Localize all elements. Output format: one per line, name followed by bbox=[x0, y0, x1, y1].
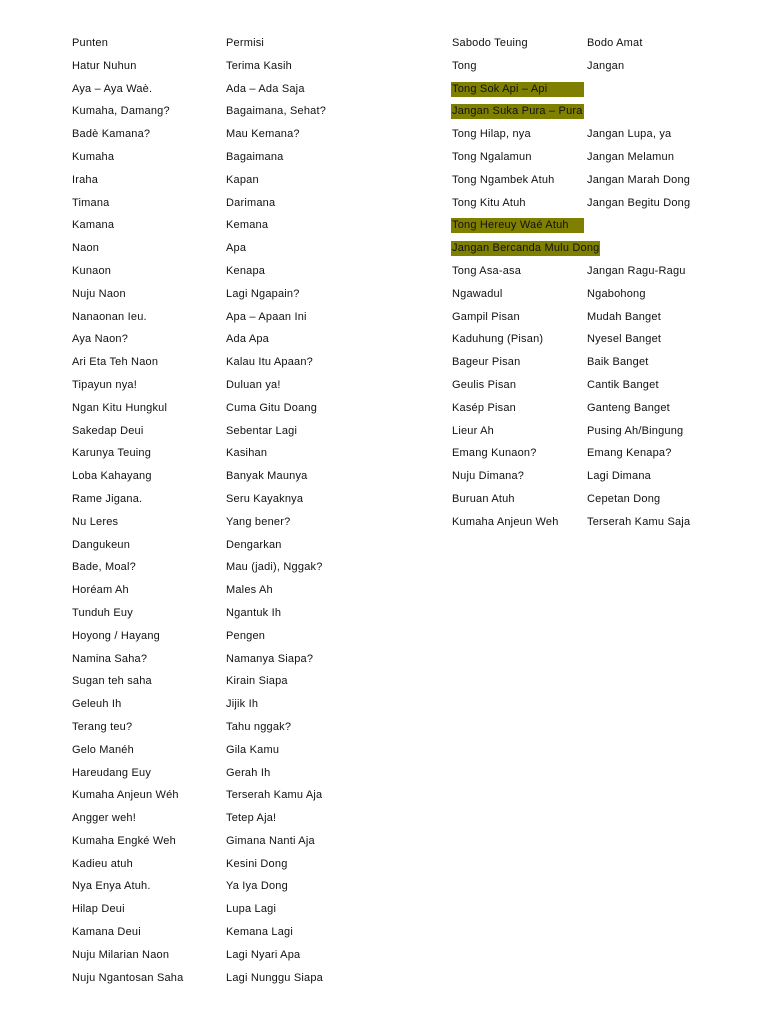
list-item: Kumaha Anjeun Weh bbox=[452, 515, 559, 528]
list-item: Kaduhung (Pisan) bbox=[452, 333, 544, 346]
list-item: Tong Asa-asa bbox=[452, 264, 522, 277]
list-item: Tetep Aja! bbox=[226, 812, 277, 825]
list-item: Tong Hilap, nya bbox=[452, 128, 531, 141]
list-item: Permisi bbox=[226, 37, 265, 49]
list-item: Terserah Kamu Saja bbox=[587, 515, 691, 528]
highlighted-list-item bbox=[452, 82, 586, 105]
list-item: Buruan Atuh bbox=[452, 492, 515, 505]
list-item: Tong Kitu Atuh bbox=[452, 196, 526, 209]
list-item: Gerah Ih bbox=[226, 766, 271, 779]
list-item: Emang Kunaon? bbox=[452, 447, 537, 460]
list-item: Sakedap Deui bbox=[72, 424, 144, 437]
list-item: Aya – Aya Waè. bbox=[72, 82, 153, 95]
list-item: Kalau Itu Apaan? bbox=[226, 356, 313, 369]
list-item: Tahu nggak? bbox=[226, 720, 292, 733]
list-item: Kamana Deui bbox=[72, 926, 141, 939]
list-item: Ngan Kitu Hungkul bbox=[72, 401, 168, 414]
list-item: Apa – Apaan Ini bbox=[226, 310, 307, 323]
list-item: Nuju Dimana? bbox=[452, 470, 525, 483]
list-item: Loba Kahayang bbox=[72, 470, 152, 483]
list-item: Lupa Lagi bbox=[226, 903, 277, 916]
list-item: Kemana bbox=[226, 219, 269, 232]
list-item: Tong Ngambek Atuh bbox=[452, 173, 555, 186]
list-item: Naon bbox=[72, 242, 100, 255]
list-item: Tipayun nya! bbox=[72, 378, 137, 391]
list-item: Kamana bbox=[72, 219, 115, 232]
list-item: Iraha bbox=[72, 173, 99, 186]
list-item: Namanya Siapa? bbox=[226, 652, 314, 665]
right-indonesia-column bbox=[587, 36, 757, 538]
list-item: Pengen bbox=[226, 629, 266, 642]
list-item: Ari Eta Teh Naon bbox=[72, 356, 159, 369]
list-item: Nuju Ngantosan Saha bbox=[72, 971, 184, 984]
list-item: Ngawadul bbox=[452, 287, 503, 300]
list-item: Ngabohong bbox=[587, 287, 646, 300]
list-item: Cantik Banget bbox=[587, 378, 659, 391]
list-item: Bageur Pisan bbox=[452, 356, 521, 369]
list-item: Cepetan Dong bbox=[587, 492, 661, 505]
list-item: Apa bbox=[226, 242, 247, 255]
list-item: Karunya Teuing bbox=[72, 447, 152, 460]
list-item: Rame Jigana. bbox=[72, 492, 143, 505]
list-item: Terima Kasih bbox=[226, 59, 292, 72]
list-item: Seru Kayaknya bbox=[226, 492, 304, 505]
list-item: Gampil Pisan bbox=[452, 310, 520, 323]
highlight-mark: Tong Sok Api – Api bbox=[451, 82, 584, 97]
list-item: Dengarkan bbox=[226, 538, 282, 551]
list-item: Hareudang Euy bbox=[72, 766, 152, 779]
list-item: Mau (jadi), Nggak? bbox=[226, 561, 323, 574]
list-item: Banyak Maunya bbox=[226, 470, 308, 483]
list-item: Kumaha Anjeun Wéh bbox=[72, 789, 179, 802]
list-item: Kasihan bbox=[226, 447, 268, 460]
list-item: Nanaonan Ieu. bbox=[72, 310, 147, 323]
list-item: Jangan Marah Dong bbox=[587, 173, 691, 186]
list-item: Baik Banget bbox=[587, 356, 649, 369]
list-item: Gila Kamu bbox=[226, 743, 280, 756]
list-item: Lagi Nyari Apa bbox=[226, 948, 301, 961]
list-item: Namina Saha? bbox=[72, 652, 148, 665]
list-item: Cuma Gitu Doang bbox=[226, 401, 318, 414]
list-item: Dangukeun bbox=[72, 538, 131, 551]
list-item: Tong bbox=[452, 59, 477, 72]
list-item: Males Ah bbox=[226, 584, 273, 597]
list-item: Kumaha Engké Weh bbox=[72, 834, 176, 847]
list-item: Sugan teh saha bbox=[72, 675, 152, 688]
right-sunda-column bbox=[452, 36, 600, 538]
list-item: Ya Iya Dong bbox=[226, 880, 288, 893]
list-item: Kumaha bbox=[72, 150, 115, 163]
list-item: Nu Leres bbox=[72, 515, 119, 528]
list-item: Horéam Ah bbox=[72, 584, 129, 597]
list-item: Jangan Lupa, ya bbox=[587, 128, 672, 141]
list-item: Darimana bbox=[226, 196, 276, 209]
list-item: Sabodo Teuing bbox=[452, 37, 528, 49]
list-item: Yang bener? bbox=[226, 515, 291, 528]
list-item: Kenapa bbox=[226, 264, 266, 277]
highlighted-list-item bbox=[452, 241, 600, 264]
list-item: Hoyong / Hayang bbox=[72, 629, 160, 642]
highlight-mark: Jangan Suka Pura – Pura bbox=[452, 105, 583, 118]
list-item: Ada Apa bbox=[226, 333, 269, 346]
highlight-mark: Jangan Bercanda Mulu Dong bbox=[452, 242, 600, 255]
list-item: Jijik Ih bbox=[226, 698, 259, 711]
list-item: Ganteng Banget bbox=[587, 401, 670, 414]
left-indonesia-column bbox=[226, 36, 426, 993]
list-item: Aya Naon? bbox=[72, 333, 129, 346]
list-item: Kasép Pisan bbox=[452, 401, 516, 414]
list-item: Bagaimana bbox=[226, 150, 284, 163]
list-item: Mau Kemana? bbox=[226, 128, 300, 141]
list-item: Geulis Pisan bbox=[452, 378, 517, 391]
highlighted-list-item bbox=[452, 218, 586, 241]
empty-cell bbox=[587, 241, 757, 264]
list-item: Lieur Ah bbox=[452, 424, 494, 437]
list-item: Badè Kamana? bbox=[72, 128, 151, 141]
list-item: Lagi Dimana bbox=[587, 470, 651, 483]
list-item: Hatur Nuhun bbox=[72, 59, 137, 72]
list-item: Jangan Melamun bbox=[587, 150, 675, 163]
left-sunda-column bbox=[72, 36, 222, 993]
list-item: Lagi Nunggu Siapa bbox=[226, 971, 323, 984]
list-item: Nuju Milarian Naon bbox=[72, 948, 170, 961]
list-item: Ada – Ada Saja bbox=[226, 82, 305, 95]
list-item: Jangan Ragu-Ragu bbox=[587, 264, 686, 277]
list-item: Emang Kenapa? bbox=[587, 447, 672, 460]
list-item: Gelo Manéh bbox=[72, 743, 134, 756]
list-item: Angger weh! bbox=[72, 812, 136, 825]
list-item: Hilap Deui bbox=[72, 903, 125, 916]
list-item: Gimana Nanti Aja bbox=[226, 834, 315, 847]
list-item: Timana bbox=[72, 196, 110, 209]
list-item: Kemana Lagi bbox=[226, 926, 294, 939]
list-item: Kunaon bbox=[72, 264, 112, 277]
list-item: Nya Enya Atuh. bbox=[72, 880, 151, 893]
list-item: Duluan ya! bbox=[226, 378, 281, 391]
list-item: Bodo Amat bbox=[587, 37, 643, 49]
list-item: Sebentar Lagi bbox=[226, 424, 298, 437]
list-item: Nyesel Banget bbox=[587, 333, 662, 346]
highlighted-list-item bbox=[452, 104, 586, 127]
list-item: Bagaimana, Sehat? bbox=[226, 105, 327, 118]
list-item: Jangan Begitu Dong bbox=[587, 196, 691, 209]
list-item: Kirain Siapa bbox=[226, 675, 288, 688]
list-item: Kumaha, Damang? bbox=[72, 105, 170, 118]
list-item: Terserah Kamu Aja bbox=[226, 789, 323, 802]
list-item: Jangan bbox=[587, 59, 625, 72]
list-item: Kadieu atuh bbox=[72, 857, 133, 870]
list-item: Ngantuk Ih bbox=[226, 606, 282, 619]
highlight-mark: Tong Hereuy Waé Atuh bbox=[451, 218, 584, 233]
list-item: Bade, Moal? bbox=[72, 561, 136, 574]
list-item: Punten bbox=[72, 37, 109, 49]
empty-cell bbox=[587, 82, 757, 105]
empty-cell bbox=[587, 104, 757, 127]
list-item: Kesini Dong bbox=[226, 857, 288, 870]
list-item: Nuju Naon bbox=[72, 287, 126, 300]
list-item: Tong Ngalamun bbox=[452, 150, 532, 163]
empty-cell bbox=[587, 218, 757, 241]
list-item: Terang teu? bbox=[72, 720, 133, 733]
list-item: Kapan bbox=[226, 173, 259, 186]
list-item: Mudah Banget bbox=[587, 310, 661, 323]
list-item: Lagi Ngapain? bbox=[226, 287, 300, 300]
list-item: Pusing Ah/Bingung bbox=[587, 424, 684, 437]
list-item: Tunduh Euy bbox=[72, 606, 133, 619]
list-item: Geleuh Ih bbox=[72, 698, 122, 711]
